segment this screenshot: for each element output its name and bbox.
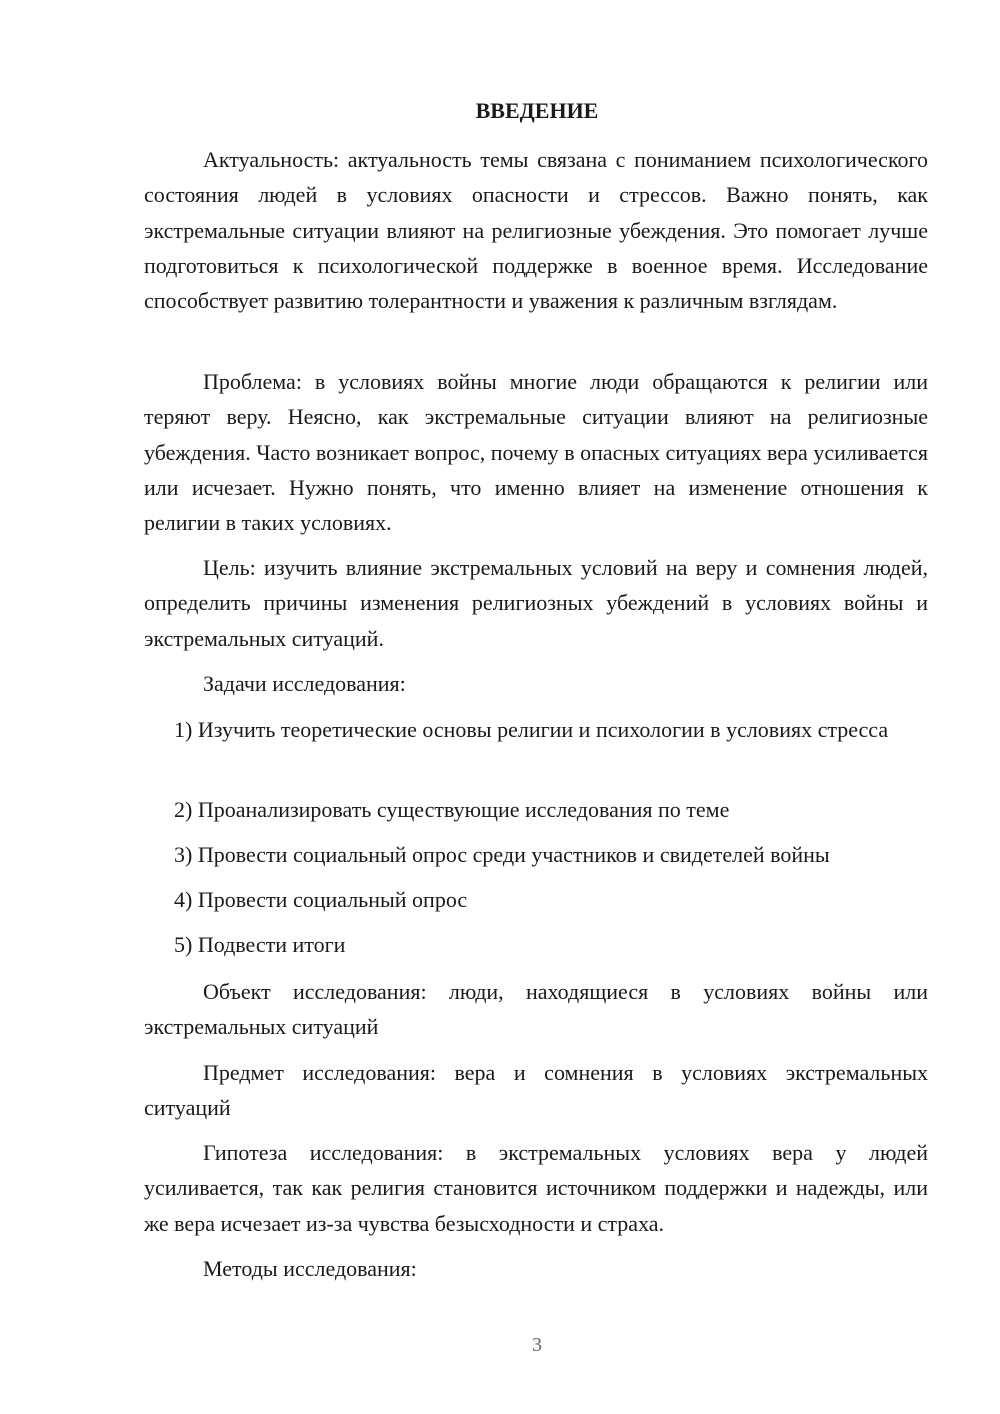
methods-heading: Методы исследования: [203,1256,417,1281]
task-item-4: 4) Провести социальный опрос [174,887,468,912]
page-title: ВВЕДЕНИЕ [475,98,599,123]
hypothesis-paragraph: Гипотеза исследования: в экстремальных условиях вера у людей усиливается, так как религия становится источником поддержки и надежды, или же вера исчезает из-за чувства безысходности и страха. [144,1140,928,1236]
relevance-paragraph: Актуальность: актуальность темы связана с пониманием психологического состояния людей в условиях опасности и стрессов. Важно понять, как экстремальные ситуации влияют на религиозные убеждения. Это помогает лучше подготовиться к психологической поддержке в военное время. Исследование способствует развитию толерантности и уважения к различным взглядам. [144,147,928,314]
task-item-2: 2) Проанализировать существующие исследования по теме [174,797,730,822]
task-item-5: 5) Подвести итоги [174,932,346,957]
task-item-3: 3) Провести социальный опрос среди участников и свидетелей войны [174,842,830,867]
tasks-heading: Задачи исследования: [203,671,406,696]
object-paragraph: Объект исследования: люди, находящиеся в условиях войны или экстремальных ситуаций [144,979,928,1040]
task-item-1: 1) Изучить теоретические основы религии и психологии в условиях стресса [174,717,889,742]
subject-paragraph: Предмет исследования: вера и сомнения в условиях экстремальных ситуаций [144,1060,928,1121]
goal-paragraph: Цель: изучить влияние экстремальных условий на веру и сомнения людей, определить причины изменения религиозных убеждений в условиях войны и экстремальных ситуаций. [144,555,928,651]
page-number: 3 [532,1334,542,1356]
problem-paragraph: Проблема: в условиях войны многие люди обращаются к религии или теряют веру. Неясно, как экстремальные ситуации влияют на религиозные убеждения. Часто возникает вопрос, почему в опасных ситуациях вера усиливается или исчезает. Нужно понять, что именно влияет на изменение отношения к религии в таких условиях. [144,369,928,536]
